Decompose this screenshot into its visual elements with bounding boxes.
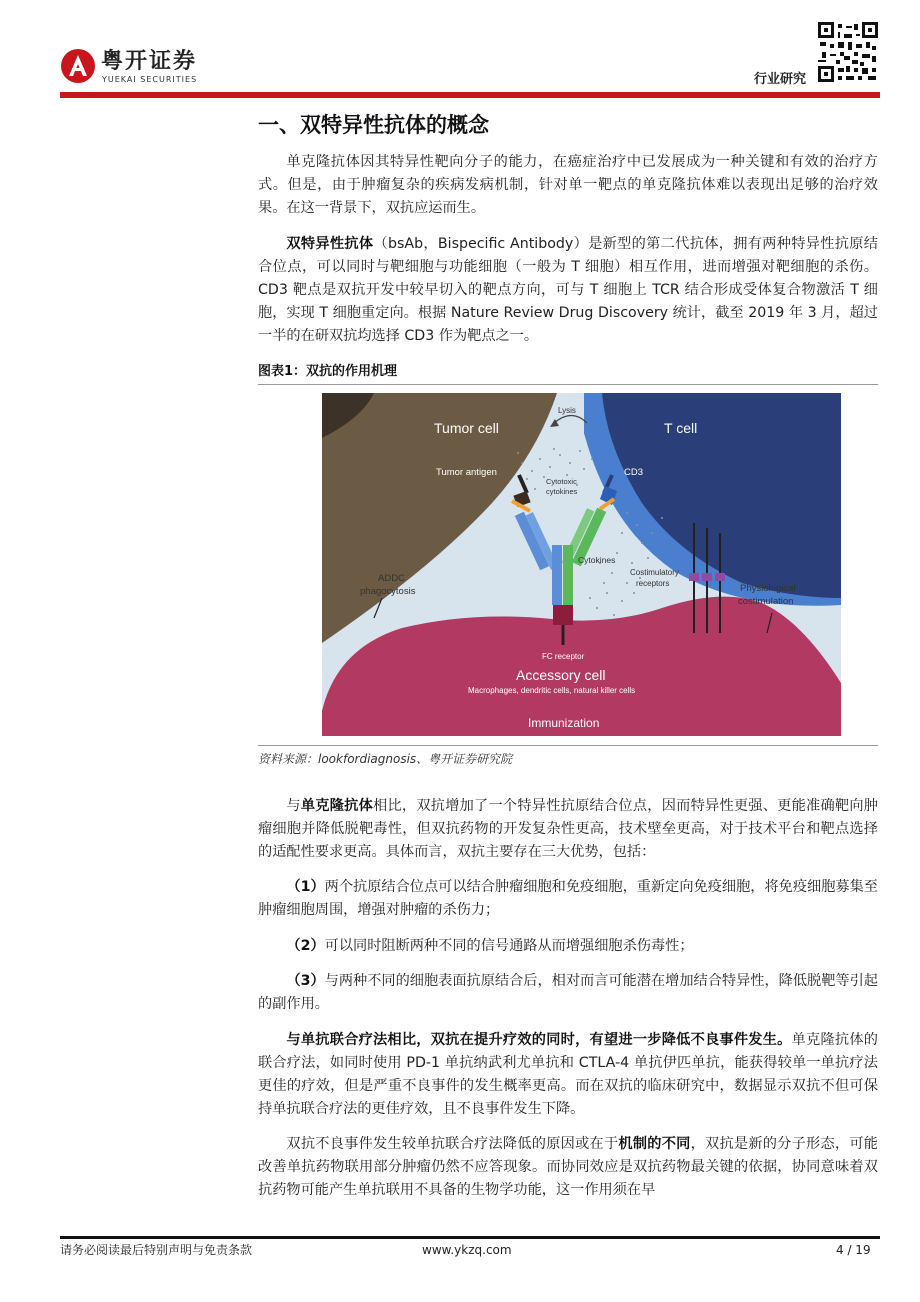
paragraph-advantage-1: （1）两个抗原结合位点可以结合肿瘤细胞和免疫细胞，重新定向免疫细胞，将免疫细胞募集至肿瘤细胞周围，增强对肿瘤的杀伤力； <box>258 879 878 918</box>
label-immunization: Immunization <box>528 716 600 730</box>
paragraph-3: 与单克隆抗体相比，双抗增加了一个特异性抗原结合位点，因而特异性更强、更能准确靶向肿瘤细胞并降低脱靶毒性，但双抗药物的开发复杂性更高，技术壁垒更高，对于技术平台和靶点选择的适配性要求更高。具体而言，双抗主要存在三大优势，包括： <box>258 798 878 860</box>
figure-source: 资料来源：lookfordiagnosis、粤开证券研究院 <box>258 752 513 766</box>
page-number: 4 / 19 <box>836 1243 871 1257</box>
label-cytotoxic: Cytotoxic <box>546 477 577 486</box>
paragraph-1: 单克隆抗体因其特异性靶向分子的能力，在癌症治疗中已发展成为一种关键和有效的治疗方式。但是，由于肿瘤复杂的疾病发病机制，针对单一靶点的单克隆抗体难以表现出足够的治疗效果。在这一背景下，双抗应运而生。 <box>258 154 878 216</box>
paragraph-5: 双抗不良事件发生较单抗联合疗法降低的原因或在于机制的不同，双抗是新的分子形态，可能改善单抗药物联用部分肿瘤仍然不应答现象。而协同效应是双抗药物最关键的依据，协同意味着双抗药物可能产生单抗联用不具备的生物学功能，这一作用须在早 <box>258 1136 878 1198</box>
label-lysis: Lysis <box>558 406 576 415</box>
section-heading: 一、双特异性抗体的概念 <box>258 113 489 137</box>
label-cytokines-small: cytokines <box>546 487 578 496</box>
label-tumor-cell: Tumor cell <box>434 420 499 436</box>
footer-url[interactable]: www.ykzq.com <box>422 1243 512 1257</box>
paragraph-2: 双特异性抗体（bsAb，Bispecific Antibody）是新型的第二代抗体，拥有两种特异性抗原结合位点，可以同时与靶细胞与功能细胞（一般为 T 细胞）相互作用，进而增强对靶细胞的杀伤。CD3 靶点是双抗开发中较早切入的靶点方向，可与 T 细胞上 TCR 结合形成受体复合物激活 T 细胞，实现 T 细胞重定向。根据 Nature Review Drug Discovery 统计，截至 2019 年 3 月，超过一半的在研双抗均选择 CD3 作为靶点之一。 <box>258 236 878 344</box>
label-costimulation: costimulation <box>738 596 794 607</box>
label-cd3: CD3 <box>624 467 644 478</box>
label-costimulatory: Costimulatory <box>630 568 679 577</box>
label-phagocytosis: phagocytosis <box>360 586 416 597</box>
label-fc-receptor: FC receptor <box>542 652 585 661</box>
label-tumor-antigen: Tumor antigen <box>436 467 497 478</box>
bsab-mechanism-diagram <box>322 393 841 736</box>
footer-disclaimer: 请务必阅读最后特别声明与免责条款 <box>60 1243 253 1257</box>
header-divider <box>60 92 880 98</box>
paragraph-advantage-3: （3）与两种不同的细胞表面抗原结合后，相对而言可能潜在增加结合特异性，降低脱靶等引起的副作用。 <box>258 973 878 1012</box>
report-category: 行业研究 <box>754 72 807 87</box>
logo-chinese-name: 粤开证券 <box>101 49 198 74</box>
label-t-cell: T cell <box>664 420 698 436</box>
figure-bottom-rule <box>258 745 878 746</box>
figure-title: 图表1：双抗的作用机理 <box>258 364 398 379</box>
paragraph-advantage-2: （2）可以同时阻断两种不同的信号通路从而增强细胞杀伤毒性； <box>286 938 694 954</box>
label-physiological: Physiological <box>740 583 796 594</box>
label-receptors: receptors <box>636 579 670 588</box>
figure-top-rule <box>258 384 878 385</box>
label-accessory-subtypes: Macrophages, dendritic cells, natural killer cells <box>468 686 636 695</box>
yuekai-logo-icon <box>60 48 96 84</box>
paragraph-4: 与单抗联合疗法相比，双抗在提升疗效的同时，有望进一步降低不良事件发生。单克隆抗体的联合疗法，如同时使用 PD-1 单抗纳武利尤单抗和 CTLA-4 单抗伊匹单抗，能获得较单一单抗疗法更佳的疗效，但是严重不良事件的发生概率更高。而在双抗的临床研究中，数据显示双抗不但可保持单抗联合疗法的更佳疗效，且不良事件发生下降。 <box>258 1032 878 1117</box>
qr-code-icon <box>818 22 878 82</box>
footer-divider <box>60 1236 880 1239</box>
label-cytokines: Cytokines <box>578 555 616 565</box>
label-accessory-cell: Accessory cell <box>516 667 606 683</box>
label-adcc: ADDC <box>378 573 405 584</box>
logo-english-name: YUEKAI SECURITIES <box>102 75 198 84</box>
